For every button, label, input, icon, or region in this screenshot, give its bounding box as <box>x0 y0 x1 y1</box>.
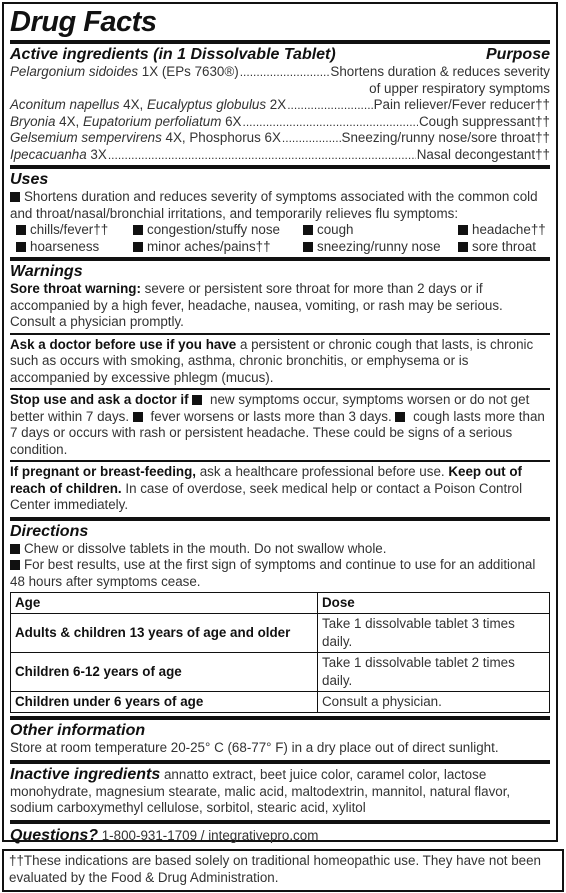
warning-text: In case of overdose, seek medical help or contact a Poison Control Center immediately. <box>10 480 523 512</box>
ingredient-row <box>10 97 550 114</box>
warnings-section <box>10 261 550 517</box>
symptom-label: hoarseness <box>30 238 100 254</box>
symptom-label: chills/fever†† <box>30 222 109 237</box>
questions-section <box>10 824 550 848</box>
ingredient-name: Eupatorium perfoliatum <box>82 113 222 129</box>
warning-label: Stop use and ask a doctor if <box>10 392 189 407</box>
pregnancy-warning <box>10 462 550 517</box>
warning-text: severe or persistent sore throat for more than 2 days or if accompanied by a high fever, headache, nausea, vomiting, or rash may be serious. Consult a physician promptly. <box>10 281 503 329</box>
symptom-label: sore throat <box>472 238 537 254</box>
table-cell-dose: Take 1 dissolvable tablet 2 times daily. <box>318 653 550 692</box>
symptom-item <box>303 239 458 256</box>
table-cell-age: Adults & children 13 years of age and older <box>11 614 318 653</box>
bullet-square-icon <box>303 225 313 235</box>
symptom-item <box>458 222 550 239</box>
leader-dots <box>282 130 341 147</box>
directions-section <box>10 521 550 717</box>
warning-label: Keep out of reach of children. <box>10 464 522 496</box>
active-ingredients-header: Active ingredients (in 1 Dissolvable Tablet) <box>10 46 336 63</box>
bullet-square-icon <box>192 395 202 405</box>
ingredient-dose: 4X, <box>55 113 83 129</box>
direction-text: Chew or dissolve tablets in the mouth. Do not swallow whole. <box>24 540 387 556</box>
ingredient-name: Aconitum napellus <box>10 97 120 112</box>
symptom-item <box>133 239 303 256</box>
warning-text: a persistent or chronic cough that lasts, is chronic such as occurs with smoking, asthma, chronic bronchitis, or emphysema or is accompanied by excessive phlegm (mucus). <box>10 336 534 385</box>
inactive-ingredients-section <box>10 764 550 820</box>
table-cell-age: Children 6-12 years of age <box>11 653 318 692</box>
active-ingredients-section <box>10 44 550 165</box>
symptom-item <box>16 222 133 239</box>
symptom-label: minor aches/pains†† <box>147 238 271 254</box>
bullet-square-icon <box>10 192 20 202</box>
warnings-header: Warnings <box>10 263 83 280</box>
ingredient-row <box>10 130 550 147</box>
bullet-square-icon <box>458 225 468 235</box>
ingredient-name: Gelsemium sempervirens <box>10 130 162 145</box>
direction-line <box>10 541 550 558</box>
bullet-square-icon <box>458 242 468 252</box>
warning-text: fever worsens or lasts more than 3 days. <box>146 408 396 424</box>
warning-text: cough lasts more than 7 days or occurs with rash or persistent headache. These could be signs of a serious condition. <box>10 408 545 457</box>
bullet-square-icon <box>16 225 26 235</box>
uses-intro-text: Shortens duration and reduces severity of symptoms associated with the common cold and throat/nasal/bronchial irritations, and temporarily relieves flu symptoms: <box>10 189 538 221</box>
leader-dots <box>243 114 418 131</box>
ingredient-dose: 6X <box>221 113 242 129</box>
other-information-text: Store at room temperature 20-25° C (68-77° F) in a dry place out of direct sunlight. <box>10 740 499 755</box>
leader-dots <box>287 97 372 114</box>
symptom-label: cough <box>317 222 354 237</box>
symptom-label: headache†† <box>472 222 546 237</box>
symptom-item <box>303 222 458 239</box>
warning-label: Ask a doctor before use if you have <box>10 336 237 352</box>
other-information-header: Other information <box>10 722 146 739</box>
bullet-square-icon <box>133 412 143 422</box>
footnote-box <box>2 849 564 892</box>
ingredient-dose: 3X <box>86 146 107 162</box>
bullet-square-icon <box>303 242 313 252</box>
uses-section <box>10 169 550 257</box>
questions-header: Questions? <box>10 826 99 844</box>
leader-dots <box>240 64 330 81</box>
ingredient-name: Bryonia <box>10 113 56 129</box>
purpose-header: Purpose <box>485 46 550 63</box>
table-cell-dose: Consult a physician. <box>318 692 550 713</box>
table-cell-dose: Take 1 dissolvable tablet 3 times daily. <box>318 614 550 653</box>
symptom-label: congestion/stuffy nose <box>147 222 281 237</box>
symptom-item <box>16 239 133 256</box>
symptom-item <box>133 222 303 239</box>
table-header-dose: Dose <box>318 593 550 614</box>
ingredient-purpose-cont: of upper respiratory symptoms <box>369 80 550 96</box>
questions-contact: 1-800-931-1709 / integrativepro.com <box>98 827 319 843</box>
footnote-text: ††These indications are based solely on traditional homeopathic use. They have not been evaluated by the Food & Drug Administration. <box>9 853 542 885</box>
inactive-ingredients-text: annatto extract, beet juice color, caramel color, lactose monohydrate, magnesium stearate, malic acid, maltodextrin, mannitol, natural flavor, sodium carboxymethyl cellulose, sorbitol, stearic acid, xylitol <box>10 766 511 815</box>
ingredient-purpose: Pain reliever/Fever reducer†† <box>373 97 550 112</box>
table-cell-age: Children under 6 years of age <box>11 692 318 713</box>
symptom-item <box>458 239 550 256</box>
ingredient-row <box>10 114 550 131</box>
ingredient-purpose: Sneezing/runny nose/sore throat†† <box>341 130 550 145</box>
ingredient-name: Ipecacuanha <box>10 146 87 162</box>
direction-text: For best results, use at the first sign of symptoms and continue to use for an additional 48 hours after symptoms cease. <box>10 557 536 589</box>
inactive-ingredients-header: Inactive ingredients <box>10 765 161 783</box>
ingredient-dose: 2X <box>266 97 287 112</box>
sore-throat-warning <box>10 281 550 333</box>
table-header-row <box>11 593 550 614</box>
warning-label: Sore throat warning: <box>10 281 141 296</box>
ingredient-name: Pelargonium sidoides <box>10 64 139 79</box>
bullet-square-icon <box>133 242 143 252</box>
ingredient-dose: 4X, <box>119 97 147 112</box>
ingredient-name: Eucalyptus globulus <box>146 97 267 112</box>
table-row <box>11 653 550 692</box>
table-header-age: Age <box>11 593 318 614</box>
bullet-square-icon <box>10 560 20 570</box>
ingredient-purpose: Cough suppressant†† <box>418 113 550 129</box>
other-information-section <box>10 720 550 760</box>
bullet-square-icon <box>10 544 20 554</box>
symptom-grid <box>10 222 550 255</box>
page-title: Drug Facts <box>10 6 157 38</box>
ingredient-purpose: Shortens duration & reduces severity <box>330 64 550 79</box>
stop-use-warning <box>10 390 550 460</box>
warning-text: ask a healthcare professional before use. <box>196 464 449 479</box>
ingredient-dose: 1X (EPs 7630®) <box>138 64 239 79</box>
table-row <box>11 614 550 653</box>
ingredient-row <box>10 64 550 97</box>
warning-text: new symptoms occur, symptoms worsen or do not get better within 7 days. <box>10 392 530 424</box>
bullet-square-icon <box>16 242 26 252</box>
dosage-table <box>10 592 550 713</box>
ingredient-purpose: Nasal decongestant†† <box>416 146 550 162</box>
ingredient-row <box>10 147 550 166</box>
warning-label: If pregnant or breast-feeding, <box>10 464 196 479</box>
uses-header: Uses <box>10 171 49 188</box>
bullet-square-icon <box>395 412 405 422</box>
table-row <box>11 692 550 713</box>
leader-dots <box>108 147 416 164</box>
ingredient-dose: 4X, Phosphorus 6X <box>161 130 281 145</box>
uses-intro <box>10 189 550 222</box>
symptom-label: sneezing/runny nose <box>317 238 441 254</box>
drug-facts-panel <box>2 2 558 842</box>
ask-doctor-warning <box>10 335 550 389</box>
bullet-square-icon <box>133 225 143 235</box>
direction-line <box>10 557 550 590</box>
directions-header: Directions <box>10 522 89 540</box>
